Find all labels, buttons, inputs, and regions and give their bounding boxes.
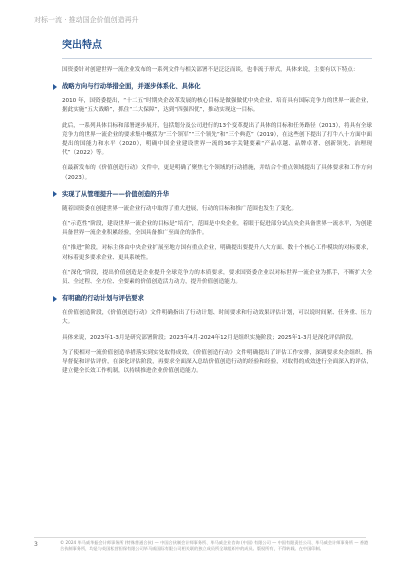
page-number: 3 — [34, 541, 38, 548]
body-paragraph: 在“示范性”阶段，建设世界一流企业的目标是“培育”，范围是中央企业，着眼于促进部分试点央企具备世界一流水平，为创建具备世界一流企业积累经验，全国具备推广至面企的条件。 — [62, 221, 372, 237]
body-paragraph: 在“深化”阶段，提出价值创造是企业提升全球竞争力的本质要求，要求国资委企业以对标世界一流企业为抓手，不断扩大全员、全过程、全方位、全要素的价值创造活力动力，提升价值创造能力。 — [62, 269, 372, 286]
document-body — [62, 36, 372, 382]
body-paragraph: 在“推进”阶段，对标主体由中央企业扩展至地方国有重点企业，明确提出要提升八大方面、数十个核心工作模块的对标要求，对标着更多要求企业、更具系统性。 — [62, 245, 372, 261]
block-heading — [53, 190, 372, 199]
body-paragraph: 在最新发布的《价值创造行动》文件中，更是明确了聚焦七个领域的行动措施，并结合个重点领域提出了具体要求和工作方向（2023）。 — [62, 165, 372, 181]
block-heading-text: 实现了从管理提升——价值创造的升华 — [62, 190, 170, 198]
block-heading — [53, 82, 372, 91]
body-paragraph: 随着国资委在创建世界一流企业行动中取得了重大进展，行动的目标和推广范围也发生了变化。 — [62, 205, 297, 212]
intro-paragraph: 国资委针对创建世界一流企业发布的一系列文件与相关部署不是泛泛而谈，也非流于形式，具体来说，主要有以下特点： — [62, 67, 359, 73]
section-divider — [62, 58, 372, 59]
triangle-bullet-icon — [53, 296, 57, 302]
block-value-creation — [62, 190, 372, 287]
section-title: 突出特点 — [62, 40, 102, 51]
body-paragraph: 为了使相对一流价值创造举措落实到实处取得成效，《价值创造行动》文件明确提出了评估工作安排，深调要求央企组织、指导督促和评估评价，在深化评估阶段，再要求全面深入总结价值创造行动的经验和经验，对取得的成效进行全面深入的评估，建立健全长效工作机制，以持续推进企业价值创造能力。 — [62, 349, 372, 375]
footer-divider — [34, 537, 366, 538]
body-paragraph: 2010 年，国资委提出，“十二五”时期央企改革发展的核心目标是做强做优中央企业、培育具有国际竞争力的世界一流企业，据此实施“五大战略”，抓住“二大保障”，达到“四强四优”，推动实现这一目标。 — [62, 98, 372, 114]
block-strategy — [62, 82, 372, 183]
body-paragraph: 在价值创造阶段，《价值创造行动》文件明确指出了行动计划、时间要求和行动效果评估计划，可以说时间紧、任务重、压力大。 — [62, 310, 372, 326]
running-header: 对标一流 · 推动国企价值创造再升 — [34, 16, 139, 24]
block-heading-text: 有明确的行动计划与评估要求 — [62, 295, 144, 303]
block-action-plan — [62, 294, 372, 376]
block-heading — [53, 294, 372, 303]
copyright-notice: © 2024 毕马威华振会计师事务所 (特殊普通合伙) — 中国合伙制会计师事务所、毕马威企业咨询 (中国) 有限公司 — 中国有限责任公司、毕马威会计师事务所 — 香港合伙制事务所，均是与英国私营担保有限公司毕马威国际有限公司相关联的独立成员所全球组织中的成员。版权所有，不得转载。在中国印制。 — [60, 540, 369, 551]
triangle-bullet-icon — [53, 191, 57, 197]
block-heading-text: 战略方向与行动举措全面，并逐步体系化、具体化 — [62, 83, 201, 91]
body-paragraph: 具体来说，2023年1-3月是研究部署阶段；2023年4月-2024年12月是组织实施阶段；2025年1-3月是深化评估阶段。 — [62, 334, 357, 341]
triangle-bullet-icon — [53, 84, 57, 90]
body-paragraph: 此后，一系列具体目标和部署逐步展开，包括划分及公司进行的13个变革提出了具体的目标和任务路径（2013），将具有全球竞争力的世界一流企业的要求集中概括为“三个领军”“三个领先”和“三个典范”（2019），在这些创下提出了打牛八十方面中面提出的国能力和水平（2020），明确中国企业建设世界一流的36字关键要素“产品卓越、品牌卓著、创新领先、治理现代”（2022）等。 — [62, 122, 372, 157]
